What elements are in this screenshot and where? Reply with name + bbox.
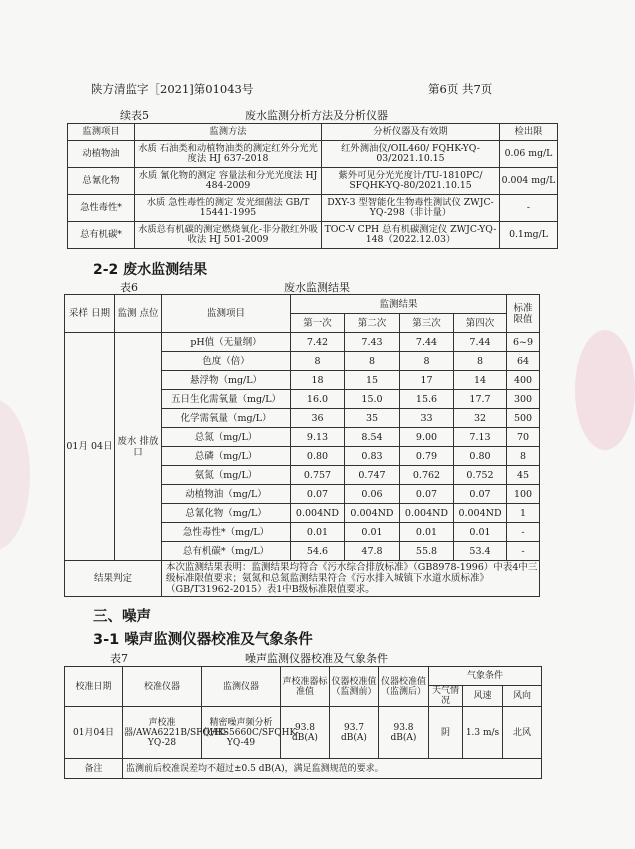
cell-limit: 1 [507, 504, 540, 523]
cell-value: 8 [454, 352, 507, 371]
cell-value: 7.44 [454, 333, 507, 352]
cell-instrument: 红外测油仪/OIL460/ FQHK-YQ-03/2021.10.15 [322, 141, 500, 168]
cell-method: 水质 石油类和动植物油类的测定红外分光光度法 HJ 637-2018 [135, 141, 322, 168]
cell-value: 0.79 [400, 447, 454, 466]
note-label: 备注 [65, 759, 123, 779]
cell-wind: 1.3 m/s [463, 707, 503, 759]
header-after: 仪器校准值（监测后） [379, 667, 429, 707]
header-results: 监测结果 [291, 295, 507, 314]
cell-value: 7.43 [345, 333, 400, 352]
cell-value: 33 [400, 409, 454, 428]
cell-limit: - [507, 523, 540, 542]
header-item: 监测项目 [162, 295, 291, 333]
judgement-text: 本次监测结果表明：监测结果均符合《污水综合排放标准》（GB8978-1996）中表4中三级标准限值要求；氨氮和总氮监测结果符合《污水排入城镇下水道水质标准》（GB/T31962-2015）表1中B级标准限值要求。 [162, 561, 540, 597]
cell-value: 0.004ND [454, 504, 507, 523]
cell-limit: 0.06 mg/L [500, 141, 558, 168]
judgement-row [65, 561, 540, 597]
cell-limit: - [507, 542, 540, 561]
cell-value: 35 [345, 409, 400, 428]
table5-caption-title: 废水监测分析方法及分析仪器 [245, 109, 388, 122]
cell-value: 18 [291, 371, 345, 390]
cell-limit: 6~9 [507, 333, 540, 352]
cell-before: 93.7 dB(A) [330, 707, 379, 759]
cell-item: 总氮（mg/L） [162, 428, 291, 447]
cell-value: 15.0 [345, 390, 400, 409]
section-heading-3: 三、噪声 [93, 609, 151, 625]
cell-item: 动植物油 [68, 141, 135, 168]
cell-value: 0.004ND [400, 504, 454, 523]
cell-item: 化学需氧量（mg/L） [162, 409, 291, 428]
table7-header-row [65, 667, 542, 686]
cell-item: 氨氮（mg/L） [162, 466, 291, 485]
cell-limit: 70 [507, 428, 540, 447]
cell-limit: 64 [507, 352, 540, 371]
seal-mark-left [0, 400, 30, 550]
cell-value: 15.6 [400, 390, 454, 409]
cell-value: 8.54 [345, 428, 400, 447]
header-std: 声校准器标准值 [281, 667, 330, 707]
table-row [68, 195, 558, 222]
cell-value: 9.13 [291, 428, 345, 447]
cell-value: 0.004ND [291, 504, 345, 523]
cell-value: 8 [291, 352, 345, 371]
section-heading-3-1: 3-1 噪声监测仪器校准及气象条件 [93, 632, 313, 648]
table6 [64, 294, 540, 597]
cell-value: 8 [345, 352, 400, 371]
cell-value: 0.80 [454, 447, 507, 466]
cell-item: 动植物油（mg/L） [162, 485, 291, 504]
table7-caption-title: 噪声监测仪器校准及气象条件 [245, 652, 388, 665]
table5 [67, 123, 558, 249]
table5-header: 监测方法 [135, 124, 322, 141]
cell-sky: 阴 [429, 707, 463, 759]
cell-method: 水质 急性毒性的测定 发光细菌法 GB/T 15441-1995 [135, 195, 322, 222]
cell-instrument: 精密噪声频分析仪/HS5660C/SFQHK-YQ-49 [202, 707, 281, 759]
cell-limit: 45 [507, 466, 540, 485]
header-instrument: 监测仪器 [202, 667, 281, 707]
cell-value: 7.13 [454, 428, 507, 447]
cell-value: 0.01 [291, 523, 345, 542]
seal-mark-right [575, 330, 635, 450]
cell-value: 0.01 [400, 523, 454, 542]
cell-dir: 北风 [503, 707, 542, 759]
cell-instrument: DXY-3 型智能化生物毒性测试仪 ZWJC-YQ-298（非计量） [322, 195, 500, 222]
cell-item: 总磷（mg/L） [162, 447, 291, 466]
cell-value: 0.83 [345, 447, 400, 466]
cell-item: 总有机碳* [68, 222, 135, 249]
cell-value: 17.7 [454, 390, 507, 409]
page-number: 第6页 共7页 [428, 82, 493, 96]
header-wind: 风速 [463, 686, 503, 707]
cell-limit: 0.1mg/L [500, 222, 558, 249]
table5-caption-no: 续表5 [120, 109, 149, 122]
table6-header-row [65, 295, 540, 314]
cell-value: 47.8 [345, 542, 400, 561]
cell-value: 0.004ND [345, 504, 400, 523]
table-row [68, 168, 558, 195]
cell-item: 五日生化需氧量（mg/L） [162, 390, 291, 409]
cell-value: 7.42 [291, 333, 345, 352]
section-heading-2-2: 2-2 废水监测结果 [93, 262, 208, 278]
header-dir: 风向 [503, 686, 542, 707]
cell-value: 14 [454, 371, 507, 390]
header-calibrator: 校准仪器 [123, 667, 202, 707]
cell-value: 0.762 [400, 466, 454, 485]
cell-value: 0.06 [345, 485, 400, 504]
cell-value: 0.07 [454, 485, 507, 504]
cell-item: 总氰化物（mg/L） [162, 504, 291, 523]
cell-instrument: 紫外可见分光光度计/TU-1810PC/ SFQHK-YQ-80/2021.10.15 [322, 168, 500, 195]
table5-header: 监测项目 [68, 124, 135, 141]
cell-value: 8 [400, 352, 454, 371]
table5-header: 分析仪器及有效期 [322, 124, 500, 141]
header-before: 仪器校准值（监测前） [330, 667, 379, 707]
cell-value: 54.6 [291, 542, 345, 561]
header-point: 监测 点位 [115, 295, 162, 333]
cell-value: 53.4 [454, 542, 507, 561]
cell-value: 15 [345, 371, 400, 390]
cell-limit: 500 [507, 409, 540, 428]
cell-limit: 0.004 mg/L [500, 168, 558, 195]
header-sky: 天气情况 [429, 686, 463, 707]
table5-header: 检出限 [500, 124, 558, 141]
cell-value: 0.01 [454, 523, 507, 542]
table-row [65, 707, 542, 759]
cell-after: 93.8 dB(A) [379, 707, 429, 759]
cell-value: 0.752 [454, 466, 507, 485]
cell-date: 01月 04日 [65, 333, 115, 561]
cell-value: 16.0 [291, 390, 345, 409]
table-row [68, 141, 558, 168]
cell-value: 9.00 [400, 428, 454, 447]
cell-item: 急性毒性* [68, 195, 135, 222]
note-row [65, 759, 542, 779]
cell-value: 55.8 [400, 542, 454, 561]
cell-item: 总氰化物 [68, 168, 135, 195]
table6-caption-title: 废水监测结果 [284, 281, 350, 294]
cell-limit: - [500, 195, 558, 222]
header-round: 第四次 [454, 314, 507, 333]
cell-value: 17 [400, 371, 454, 390]
cell-value: 0.747 [345, 466, 400, 485]
cell-method: 水质 氰化物的测定 容量法和分光光度法 HJ 484-2009 [135, 168, 322, 195]
table-row [68, 222, 558, 249]
header-round: 第三次 [400, 314, 454, 333]
cell-limit: 100 [507, 485, 540, 504]
cell-date: 01月04日 [65, 707, 123, 759]
header-cal-date: 校准日期 [65, 667, 123, 707]
cell-item: 色度（倍） [162, 352, 291, 371]
cell-value: 36 [291, 409, 345, 428]
cell-value: 0.07 [400, 485, 454, 504]
cell-limit: 8 [507, 447, 540, 466]
header-weather: 气象条件 [429, 667, 542, 686]
cell-limit: 300 [507, 390, 540, 409]
cell-item: 总有机碳*（mg/L） [162, 542, 291, 561]
cell-value: 0.07 [291, 485, 345, 504]
report-number: 陕方清监字［2021]第01043号 [91, 82, 254, 96]
cell-instrument: TOC-V CPH 总有机碳测定仪 ZWJC-YQ-148（2022.12.03） [322, 222, 500, 249]
cell-point: 废水 排放口 [115, 333, 162, 561]
cell-value: 0.80 [291, 447, 345, 466]
header-date: 采样 日期 [65, 295, 115, 333]
header-round: 第二次 [345, 314, 400, 333]
judgement-label: 结果判定 [65, 561, 162, 597]
cell-item: 悬浮物（mg/L） [162, 371, 291, 390]
cell-item: 急性毒性*（mg/L） [162, 523, 291, 542]
table7-caption-no: 表7 [110, 652, 128, 665]
header-limit: 标准 限值 [507, 295, 540, 333]
table7 [64, 666, 542, 779]
cell-value: 32 [454, 409, 507, 428]
table6-caption-no: 表6 [120, 281, 138, 294]
cell-method: 水质总有机碳的测定燃烧氧化-非分散红外吸收法 HJ 501-2009 [135, 222, 322, 249]
note-text: 监测前后校准误差均不超过±0.5 dB(A)，满足监测规范的要求。 [123, 759, 542, 779]
table-row [65, 333, 540, 352]
table5-header-row [68, 124, 558, 141]
cell-item: pH值（无量纲） [162, 333, 291, 352]
cell-std: 93.8 dB(A) [281, 707, 330, 759]
cell-value: 0.01 [345, 523, 400, 542]
cell-value: 0.757 [291, 466, 345, 485]
header-round: 第一次 [291, 314, 345, 333]
cell-value: 7.44 [400, 333, 454, 352]
cell-limit: 400 [507, 371, 540, 390]
cell-calibrator: 声校准器/AWA6221B/SFQHK-YQ-28 [123, 707, 202, 759]
